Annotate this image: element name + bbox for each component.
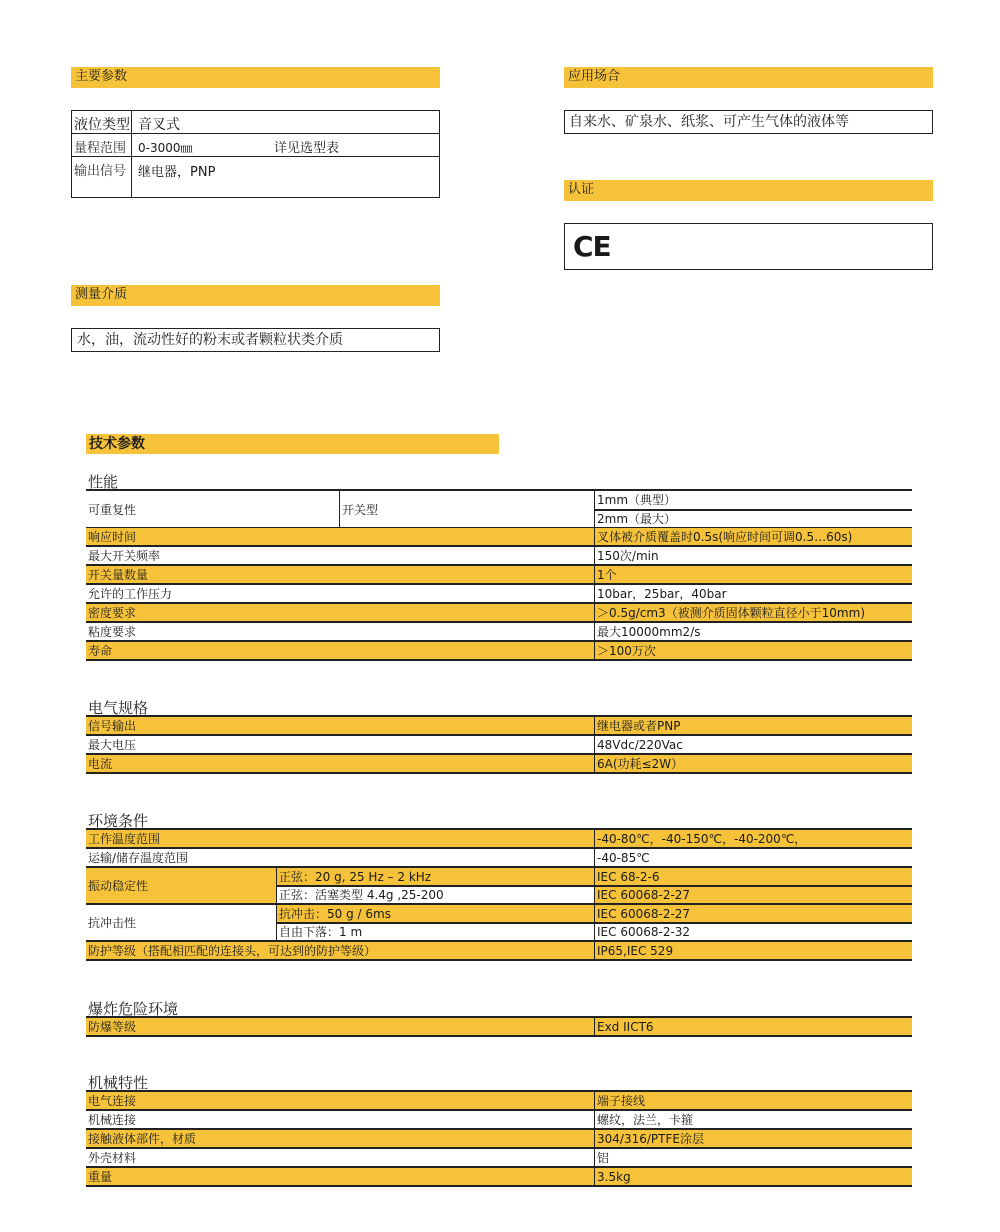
- table-row: [86, 623, 912, 642]
- ce-mark-icon: CE: [573, 230, 611, 263]
- tech-header: [86, 434, 499, 454]
- shock-desc-2: 自由下落：1 m: [279, 925, 363, 939]
- mechanical-title: 机械特性: [88, 1074, 149, 1092]
- row-label: 密度要求: [88, 606, 137, 620]
- row-value: 10bar，25bar，40bar: [597, 587, 727, 601]
- row-value: 304/316/PTFE涂层: [597, 1132, 704, 1146]
- shock-std-2: IEC 60068-2-32: [597, 925, 691, 939]
- row-value: 铝: [597, 1151, 610, 1165]
- row-value: -40-80℃，-40-150℃，-40-200℃，: [597, 832, 807, 846]
- medium-header: [71, 285, 440, 306]
- row-label: 运输/储存温度范围: [88, 851, 189, 865]
- row-value: 叉体被介质覆盖时0.5s(响应时间可调0.5…60s): [597, 530, 853, 544]
- performance-title: 性能: [88, 473, 119, 491]
- row-value: 1个: [597, 568, 617, 582]
- row-label: 信号输出: [88, 719, 137, 733]
- main-params-header: [71, 67, 440, 88]
- row-label: 最大开关频率: [88, 549, 161, 563]
- table-row: [86, 755, 912, 774]
- row-label: 允许的工作压力: [88, 587, 173, 601]
- row-value: 6A(功耗≤2W）: [597, 757, 684, 771]
- row-label: 响应时间: [88, 530, 137, 544]
- row-value: 150次/min: [597, 549, 659, 563]
- tech-title: 技术参数: [89, 436, 145, 452]
- table-row: [86, 736, 912, 755]
- row-value: 端子接线: [597, 1094, 646, 1108]
- table-row: [86, 566, 912, 585]
- explosion-title: 爆炸危险环境: [88, 1000, 179, 1018]
- shock-row: [86, 905, 912, 942]
- table-row: [86, 1130, 912, 1149]
- certification-box: [564, 223, 933, 270]
- vibration-desc-2: 正弦：活塞类型 4.4g ,25-200: [279, 888, 444, 902]
- application-header: [564, 67, 933, 88]
- vibration-row: [86, 868, 912, 905]
- row-value: ＞100万次: [597, 644, 656, 658]
- row-label: 电流: [88, 757, 113, 771]
- param-value-type: 音叉式: [138, 117, 180, 133]
- repeatability-row: [86, 491, 912, 528]
- param-extra-range: 详见选型表: [274, 141, 340, 156]
- row-value: 3.5kg: [597, 1170, 631, 1184]
- application-title: 应用场合: [568, 69, 621, 84]
- main-params-title: 主要参数: [75, 69, 128, 84]
- table-row: [86, 585, 912, 604]
- medium-box: [71, 328, 440, 352]
- application-text: 自来水、矿泉水、纸浆、可产生气体的液体等: [569, 114, 849, 130]
- table-row: [86, 849, 912, 868]
- row-label: 机械连接: [88, 1113, 137, 1127]
- row-label: 工作温度范围: [88, 832, 161, 846]
- application-box: [564, 110, 933, 134]
- table-row: [86, 717, 912, 736]
- row-value: -40-85℃: [597, 851, 650, 865]
- row-value: 最大10000mm2/s: [597, 625, 701, 639]
- medium-title: 测量介质: [75, 287, 128, 302]
- main-params-table: [71, 110, 440, 198]
- repeatability-max: 2mm（最大）: [597, 512, 677, 526]
- param-label-range: 量程范围: [74, 141, 127, 156]
- shock-desc-1: 抗冲击：50 g / 6ms: [279, 907, 391, 921]
- table-row: [86, 642, 912, 661]
- row-label: 防爆等级: [88, 1020, 137, 1034]
- param-value-range: 0-3000㎜: [138, 141, 193, 155]
- table-row: [86, 604, 912, 623]
- row-label: 重量: [88, 1170, 113, 1184]
- repeatability-label: 可重复性: [88, 503, 137, 517]
- row-label: 接触液体部件，材质: [88, 1132, 197, 1146]
- vibration-label: 振动稳定性: [88, 879, 149, 893]
- row-value: IP65,IEC 529: [597, 944, 674, 958]
- certification-header: [564, 180, 933, 201]
- medium-text: 水，油，流动性好的粉末或者颗粒状类介质: [77, 332, 343, 348]
- table-row: [86, 1168, 912, 1187]
- row-label: 电气连接: [88, 1094, 137, 1108]
- param-value-output: 继电器，PNP: [138, 165, 216, 180]
- row-value: 螺纹，法兰，卡箍: [597, 1113, 694, 1127]
- row-label: 外壳材料: [88, 1151, 137, 1165]
- table-row: [86, 1018, 912, 1037]
- repeatability-type: 开关型: [342, 503, 379, 517]
- table-row: [86, 942, 912, 961]
- table-row: [86, 1149, 912, 1168]
- table-row: [86, 830, 912, 849]
- row-value: Exd IICT6: [597, 1020, 654, 1034]
- row-label: 防护等级（搭配相匹配的连接头，可达到的防护等级）: [88, 944, 377, 958]
- vibration-std-1: IEC 68-2-6: [597, 870, 660, 884]
- vibration-desc-1: 正弦：20 g, 25 Hz – 2 kHz: [279, 870, 432, 884]
- repeatability-typical: 1mm（典型）: [597, 493, 677, 507]
- row-value: 继电器或者PNP: [597, 719, 681, 733]
- param-label-type: 液位类型: [74, 117, 130, 133]
- row-label: 寿命: [88, 644, 113, 658]
- row-value: 48Vdc/220Vac: [597, 738, 683, 752]
- environment-title: 环境条件: [88, 812, 149, 830]
- vibration-std-2: IEC 60068-2-27: [597, 888, 691, 902]
- row-label: 粘度要求: [88, 625, 137, 639]
- electrical-title: 电气规格: [88, 699, 149, 717]
- table-row: [86, 1092, 912, 1111]
- shock-label: 抗冲击性: [88, 916, 137, 930]
- certification-title: 认证: [568, 182, 595, 197]
- param-label-output: 输出信号: [74, 164, 127, 179]
- table-row: [86, 1111, 912, 1130]
- row-label: 开关量数量: [88, 568, 149, 582]
- table-row: [86, 528, 912, 547]
- row-label: 最大电压: [88, 738, 137, 752]
- shock-std-1: IEC 60068-2-27: [597, 907, 691, 921]
- table-row: [86, 547, 912, 566]
- row-value: ＞0.5g/cm3（被测介质固体颗粒直径小于10mm): [597, 606, 865, 620]
